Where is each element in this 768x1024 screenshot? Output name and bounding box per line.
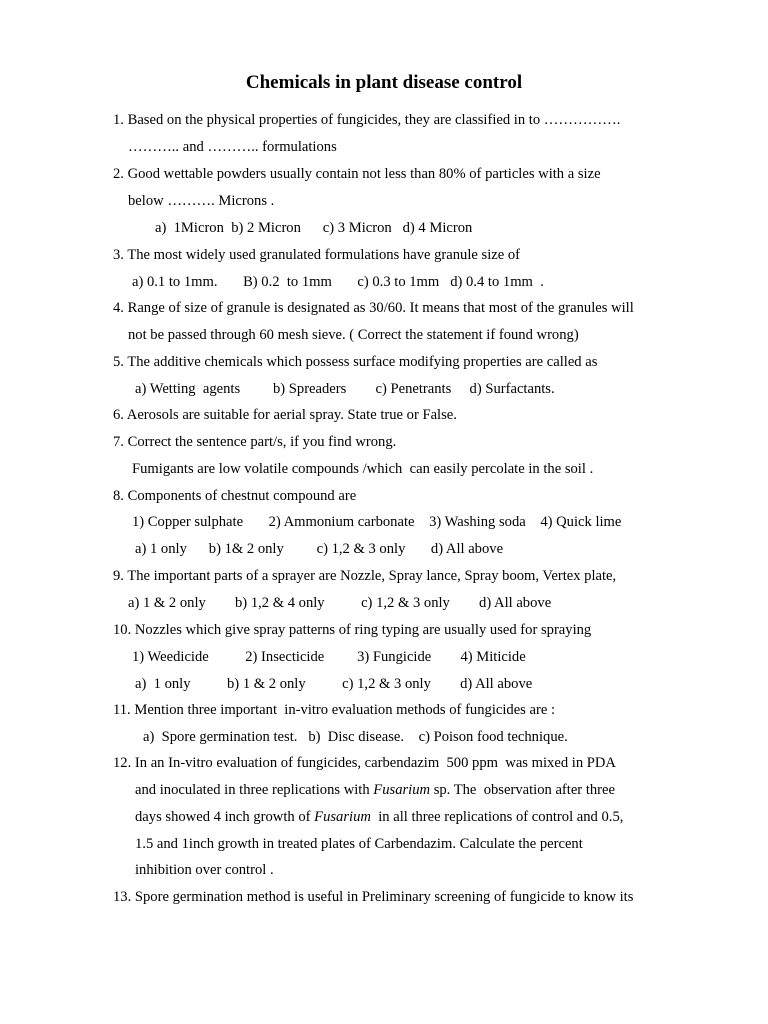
question-12-line-1: 12. In an In-vitro evaluation of fungicides, carbendazim 500 ppm was mixed in PDA <box>113 755 616 771</box>
question-2-options: a) 1Micron b) 2 Micron c) 3 Micron d) 4 Micron <box>155 220 473 236</box>
question-11-line-2: a) Spore germination test. b) Disc disease. c) Poison food technique. <box>143 729 568 745</box>
question-11-line-1: 11. Mention three important in-vitro evaluation methods of fungicides are : <box>113 702 556 718</box>
question-12-line-4: 1.5 and 1inch growth in treated plates of Carbendazim. Calculate the percent <box>135 836 583 852</box>
question-12-line-5: inhibition over control . <box>135 862 274 878</box>
text-run: in all three replications of control and 0.5, <box>370 809 624 825</box>
text-run: and inoculated in three replications with <box>135 782 374 798</box>
italic-species-name: Fusarium <box>373 782 431 798</box>
question-4-line-2: not be passed through 60 mesh sieve. ( Correct the statement if found wrong) <box>128 327 579 343</box>
question-6: 6. Aerosols are suitable for aerial spray. State true or False. <box>113 407 457 423</box>
question-10-options: a) 1 only b) 1 & 2 only c) 1,2 & 3 only d) All above <box>135 676 533 692</box>
question-9-options: a) 1 & 2 only b) 1,2 & 4 only c) 1,2 & 3 only d) All above <box>128 595 552 611</box>
italic-species-name: Fusarium <box>314 809 371 825</box>
question-3-options: a) 0.1 to 1mm. B) 0.2 to 1mm c) 0.3 to 1mm d) 0.4 to 1mm . <box>132 274 544 290</box>
question-10-line-1: 10. Nozzles which give spray patterns of ring typing are usually used for spraying <box>113 622 592 638</box>
question-8-line-1: 8. Components of chestnut compound are <box>113 488 357 504</box>
question-12-line-3 <box>135 807 623 827</box>
text-run: days showed 4 inch growth of <box>135 809 315 825</box>
page-title: Chemicals in plant disease control <box>245 72 523 93</box>
question-5-line-1: 5. The additive chemicals which possess surface modifying properties are called as <box>113 354 598 370</box>
question-12-line-2 <box>135 780 615 800</box>
question-2-line-1: 2. Good wettable powders usually contain not less than 80% of particles with a size <box>113 166 601 182</box>
question-5-options: a) Wetting agents b) Spreaders c) Penetrants d) Surfactants. <box>135 381 555 397</box>
question-1-line-2: ……….. and ……….. formulations <box>128 139 337 155</box>
text-run: sp. The observation after three <box>430 782 615 798</box>
question-10-items: 1) Weedicide 2) Insecticide 3) Fungicide 4) Miticide <box>132 649 526 665</box>
question-8-options: a) 1 only b) 1& 2 only c) 1,2 & 3 only d) All above <box>135 541 504 557</box>
question-13-line-1: 13. Spore germination method is useful in Preliminary screening of fungicide to know its <box>113 889 634 905</box>
question-2-line-2: below ………. Microns . <box>128 193 275 209</box>
question-4-line-1: 4. Range of size of granule is designated as 30/60. It means that most of the granules will <box>113 300 634 316</box>
question-9-line-1: 9. The important parts of a sprayer are Nozzle, Spray lance, Spray boom, Vertex plate, <box>113 568 617 584</box>
question-7-line-1: 7. Correct the sentence part/s, if you find wrong. <box>113 434 397 450</box>
question-1-line-1: 1. Based on the physical properties of fungicides, they are classified in to ……………. <box>113 112 621 128</box>
question-8-items: 1) Copper sulphate 2) Ammonium carbonate 3) Washing soda 4) Quick lime <box>132 514 622 530</box>
question-3-line-1: 3. The most widely used granulated formulations have granule size of <box>113 247 521 263</box>
question-7-line-2: Fumigants are low volatile compounds /which can easily percolate in the soil . <box>132 461 594 477</box>
